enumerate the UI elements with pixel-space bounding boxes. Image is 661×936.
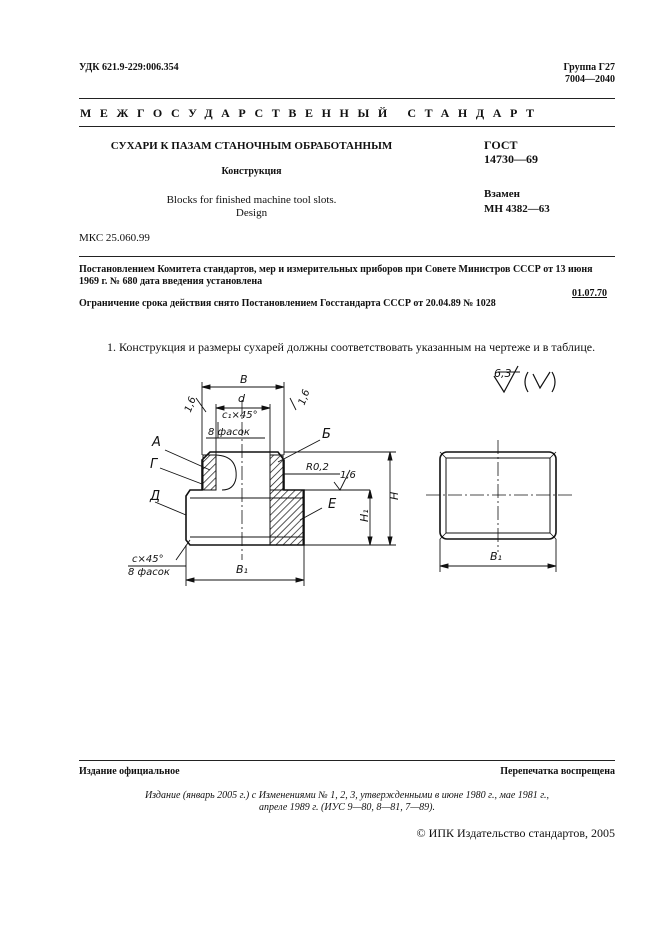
dim-h-label: H <box>388 491 401 500</box>
title-en-line2: Design <box>235 207 268 219</box>
group-label: Группа Г27 <box>563 62 615 73</box>
bore-outline <box>216 455 236 490</box>
dim-h1-label: H₁ <box>358 509 371 522</box>
dim-d-label: d <box>238 392 245 405</box>
restriction-note: Ограничение срока действия снято Постановлением Госстандарта СССР от 20.04.89 № 1028 <box>79 298 496 309</box>
label-d: Д <box>150 489 161 504</box>
edition-note-line2: апреле 1989 г. (ИУС 9—80, 8—81, 7—89). <box>259 802 435 813</box>
mks-code: МКС 25.060.99 <box>79 232 150 244</box>
official-edition: Издание официальное <box>79 766 180 777</box>
dim-c1-label: c₁×45° <box>222 410 258 421</box>
clause-1: 1. Конструкция и размеры сухарей должны соответствовать указанным на чертеже и в таблице. <box>107 340 596 354</box>
dim-c1-note: 8 фасок <box>208 427 250 438</box>
reprint-notice: Перепечатка воспрещена <box>500 766 615 777</box>
title-en-line1: Blocks for finished machine tool slots. <box>166 194 337 206</box>
label-a: А <box>152 435 161 450</box>
hatched-section-lower-right <box>270 490 303 545</box>
footer-rule <box>79 760 615 761</box>
roughness-value: 6,3 <box>494 367 512 380</box>
dim-b1-label: B₁ <box>236 563 248 576</box>
roughness-1-6-left: 1,6 <box>183 395 199 415</box>
udk-code: УДК 621.9-229:006.354 <box>79 62 179 73</box>
edition-note-line1: Издание (январь 2005 г.) с Изменениями № 1, 2, 3, утвержденными в июне 1980 г., мае 1981 г., <box>144 790 550 801</box>
introduction-date: 01.07.70 <box>572 288 607 299</box>
copyright: © ИПК Издательство стандартов, 2005 <box>416 826 615 840</box>
gost-label: ГОСТ <box>484 138 518 152</box>
decree-line1: Постановлением Комитета стандартов, мер и измерительных приборов при Совете Министров СССР от 13 июня <box>79 264 593 275</box>
dim-c-label: c×45° <box>132 554 164 565</box>
replaces-number: МН 4382—63 <box>484 203 550 215</box>
title-ru: СУХАРИ К ПАЗАМ СТАНОЧНЫМ ОБРАБОТАННЫМ <box>110 140 393 152</box>
standard-type: МЕЖГОСУДАРСТВЕННЫЙ СТАНДАРТ <box>80 106 543 120</box>
dim-c-note: 8 фасок <box>128 567 170 578</box>
roughness-mark-right <box>304 470 370 490</box>
roughness-1-6-right: 1,6 <box>296 388 313 407</box>
block-plan-view <box>426 440 572 552</box>
radius-label: R0,2 <box>306 462 329 473</box>
hatched-section-left <box>203 455 216 490</box>
subtitle-ru: Конструкция <box>221 166 282 177</box>
group-code: 7004—2040 <box>565 74 615 85</box>
dim-b1-plan-label: B₁ <box>490 550 502 563</box>
replaces-label: Взамен <box>484 188 520 200</box>
label-e: Е <box>328 497 337 512</box>
label-b: Б <box>322 427 331 442</box>
dim-b-label: B <box>240 373 248 386</box>
label-g: Г <box>150 457 158 472</box>
gost-number: 14730—69 <box>484 152 538 166</box>
roughness-1-6-side: 1,6 <box>340 470 356 481</box>
decree-line2: 1969 г. № 680 дата введения установлена <box>79 276 263 287</box>
